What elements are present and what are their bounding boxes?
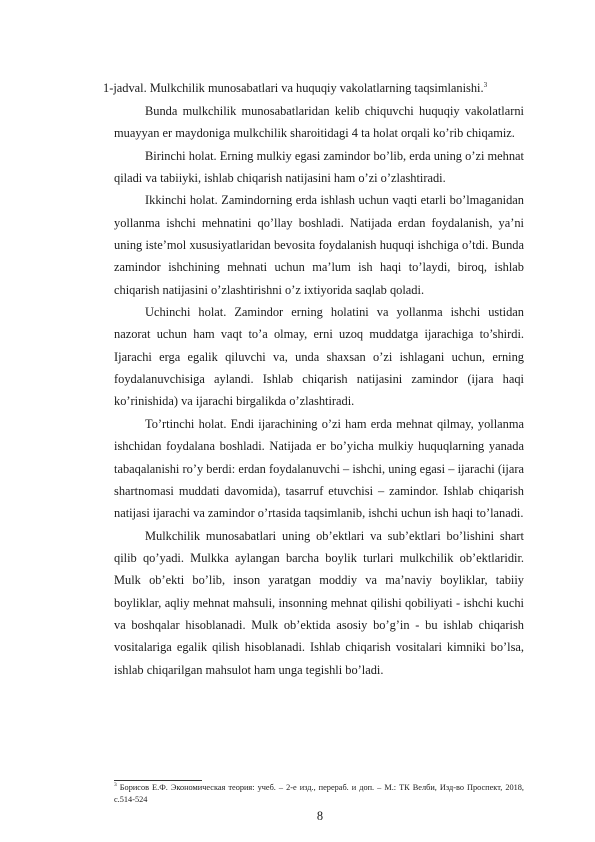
footnote-text: Борисов Е.Ф. Экономическая теория: учеб. – 2-е изд., перераб. и доп. – М.: ТК Велби, Изд-во Проспект, 2018, с.514-524 <box>114 783 524 804</box>
footnote <box>114 782 524 805</box>
paragraph-case-1: Birinchi holat. Erning mulkiy egasi zamindor bo’lib, erda uning o’zi mehnat qiladi va tabiiyki, ishlab chiqarish natijasini ham o’zi o’zlashtiradi. <box>114 148 524 186</box>
paragraph-property-objects: Mulkchilik munosabatlari uning ob’ektlari va sub’ektlari bo’lishini shart qilib qo’yadi. Mulkka aylangan barcha boylik turlari mulkchilik ob’ektlaridir. Mulk ob’ekti bo’lib, inson yaratgan moddiy va ma’naviy boyliklar, tabiiy boyliklar, aqliy mehnat mahsuli, insonning mehnat qilishi qobiliyati - ishchi kuchi va boshqalar hisoblanadi. Mulk ob’ektida asosiy bo’g’in - bu ishlab chiqarish vositalariga egalik qilish hisoblanadi. Ishlab chiqarish vositalari kimniki bo’lsa, ishlab chiqarilgan mahsulot ham unga tegishli bo’ladi. <box>114 528 524 677</box>
paragraph-intro: Bunda mulkchilik munosabatlaridan kelib chiquvchi huquqiy vakolatlarni muayyan er maydoniga mulkchilik sharoitidagi 4 ta holat orqali ko’rib chiqamiz. <box>114 104 524 141</box>
page-number: 8 <box>316 809 324 823</box>
footnote-divider <box>114 780 202 781</box>
paragraph-case-2: Ikkinchi holat. Zamindorning erda ishlash uchun vaqti etarli bo’lmaganidan yollanma ishchi mehnatini qo’llay boshladi. Natijada erdan foydalanish, ya’ni uning iste’mol xususiyatlaridan bevosita foydalanish huquqi ishchiga o’tdi. Bunda zamindor ishchining mehnati uchun ma’lum ish haqi to’laydi, biroq, ishlab chiqarish natijasini o’zlashtirishni o’z ixtiyorida saqlab qoladi. <box>114 193 524 297</box>
body-text <box>114 100 524 681</box>
table-caption <box>103 79 487 97</box>
paragraph-case-4: To’rtinchi holat. Endi ijarachining o’zi ham erda mehnat qilmay, yollanma ishchidan foydalana boshladi. Natijada er bo’yicha mulkiy huquqlarning yanada tabaqalanishi ro’y berdi: erdan foydalanuvchi – ishchi, uning egasi – ijarachi (ijara shartnomasi muddati davomida), tasarruf etuvchisi – zamindor. Ishlab chiqarish natijasi ijarachi va zamindor o’rtasida taqsimlanib, ishchi uchun ish haqi to’lanadi. <box>114 416 524 521</box>
footnote-reference: 3 <box>483 80 488 89</box>
paragraph-case-3: Uchinchi holat. Zamindor erning holatini va yollanma ishchi ustidan nazorat uchun ham vaqt to’a olmay, erni uzoq muddatga ijarachiga to’shirdi. Ijarachi erga egalik qiluvchi va, unda shaxsan o’zi ishlagani uchun, erning foydalanuvchisiga aylandi. Ishlab chiqarish natijasini zamindor (ijara haqi ko’rinishida) va ijarachi birgalikda o’zlashtiradi. <box>114 305 524 409</box>
footnote-number: 3 <box>114 782 117 789</box>
table-caption-text: 1-jadval. Mulkchilik munosabatlari va huquqiy vakolatlarning taqsimlanishi. <box>103 81 484 95</box>
